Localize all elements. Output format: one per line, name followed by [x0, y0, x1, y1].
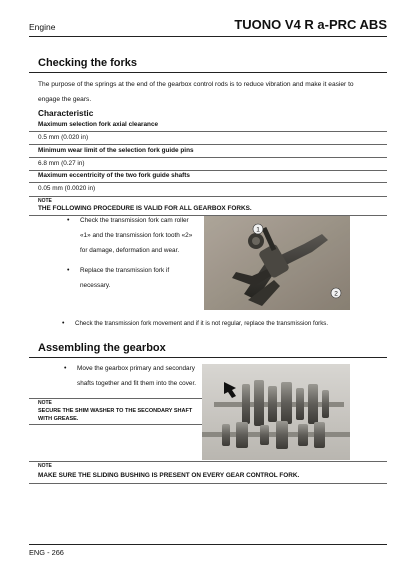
bullet-dot: • [67, 217, 70, 224]
note-label: NOTE [38, 198, 52, 204]
list-item [62, 316, 375, 331]
callout-2: 2 [334, 290, 338, 298]
note-text: SECURE THE SHIM WASHER TO THE SECONDARY SHAFT WITH GREASE. [38, 408, 193, 422]
note-text: MAKE SURE THE SLIDING BUSHING IS PRESENT ON EVERY GEAR CONTROL FORK. [38, 472, 300, 479]
spec-label-2: Minimum wear limit of the selection fork guide pins [38, 147, 194, 154]
note-label: NOTE [38, 463, 52, 469]
note1-bottom-rule [29, 424, 204, 425]
gearbox-illustration [202, 364, 350, 460]
spec-divider [29, 182, 387, 183]
bullet-text-replace-fork: Replace the transmission fork if necessary. [80, 267, 170, 289]
spec-value-1: 0.5 mm (0.020 in) [38, 134, 89, 141]
heading-rule-2 [29, 357, 387, 358]
bullet-dot: • [62, 320, 65, 327]
gearbox-photo [202, 364, 350, 460]
heading-rule-1 [29, 72, 387, 73]
page-number: ENG - 266 [29, 548, 64, 557]
list-item [67, 213, 200, 258]
spec-label-3: Maximum eccentricity of the two fork guide shafts [38, 172, 190, 179]
note-text: THE FOLLOWING PROCEDURE IS VALID FOR ALL GEARBOX FORKS. [38, 205, 252, 212]
bullet-text-move-shafts: Move the gearbox primary and secondary shafts together and fit them into the cover. [77, 365, 197, 387]
heading-assembling-gearbox: Assembling the gearbox [38, 342, 166, 354]
list-item [64, 361, 199, 391]
bullet-dot: • [64, 365, 67, 372]
manual-title: TUONO V4 R a-PRC ABS [234, 17, 387, 32]
heading-checking-forks: Checking the forks [38, 57, 138, 69]
bullet-text-check-fork: Check the transmission fork cam roller «1» and the transmission fork tooth «2» for damage, deformation and wear. [80, 217, 193, 254]
list-item [67, 263, 200, 293]
callout-1: 1 [256, 226, 260, 234]
characteristic-title: Characteristic [38, 108, 94, 118]
bullet-dot: • [67, 267, 70, 274]
spec-divider [29, 144, 387, 145]
bullet-text-fork-movement: Check the transmission fork movement and if it is not regular, replace the transmission forks. [75, 320, 329, 327]
header-section: Engine [29, 22, 56, 32]
intro-paragraph: The purpose of the springs at the end of the gearbox control rods is to reduce vibration and make it easier to engage the gears. [38, 81, 354, 103]
spec-divider [29, 131, 387, 132]
spec-value-3: 0.05 mm (0.0020 in) [38, 185, 96, 192]
note2-bottom-rule [29, 483, 387, 484]
fork-photo [204, 216, 350, 310]
spec-divider [29, 170, 387, 171]
note2-top-rule [29, 461, 387, 462]
fork-illustration [204, 216, 350, 310]
note-top-rule [29, 196, 387, 197]
spec-value-2: 6.8 mm (0.27 in) [38, 160, 85, 167]
spec-divider [29, 157, 387, 158]
header-rule [29, 36, 387, 37]
note1-top-rule [29, 398, 204, 399]
footer-rule [29, 544, 387, 545]
spec-label-1: Maximum selection fork axial clearance [38, 121, 159, 128]
note-label: NOTE [38, 400, 52, 406]
